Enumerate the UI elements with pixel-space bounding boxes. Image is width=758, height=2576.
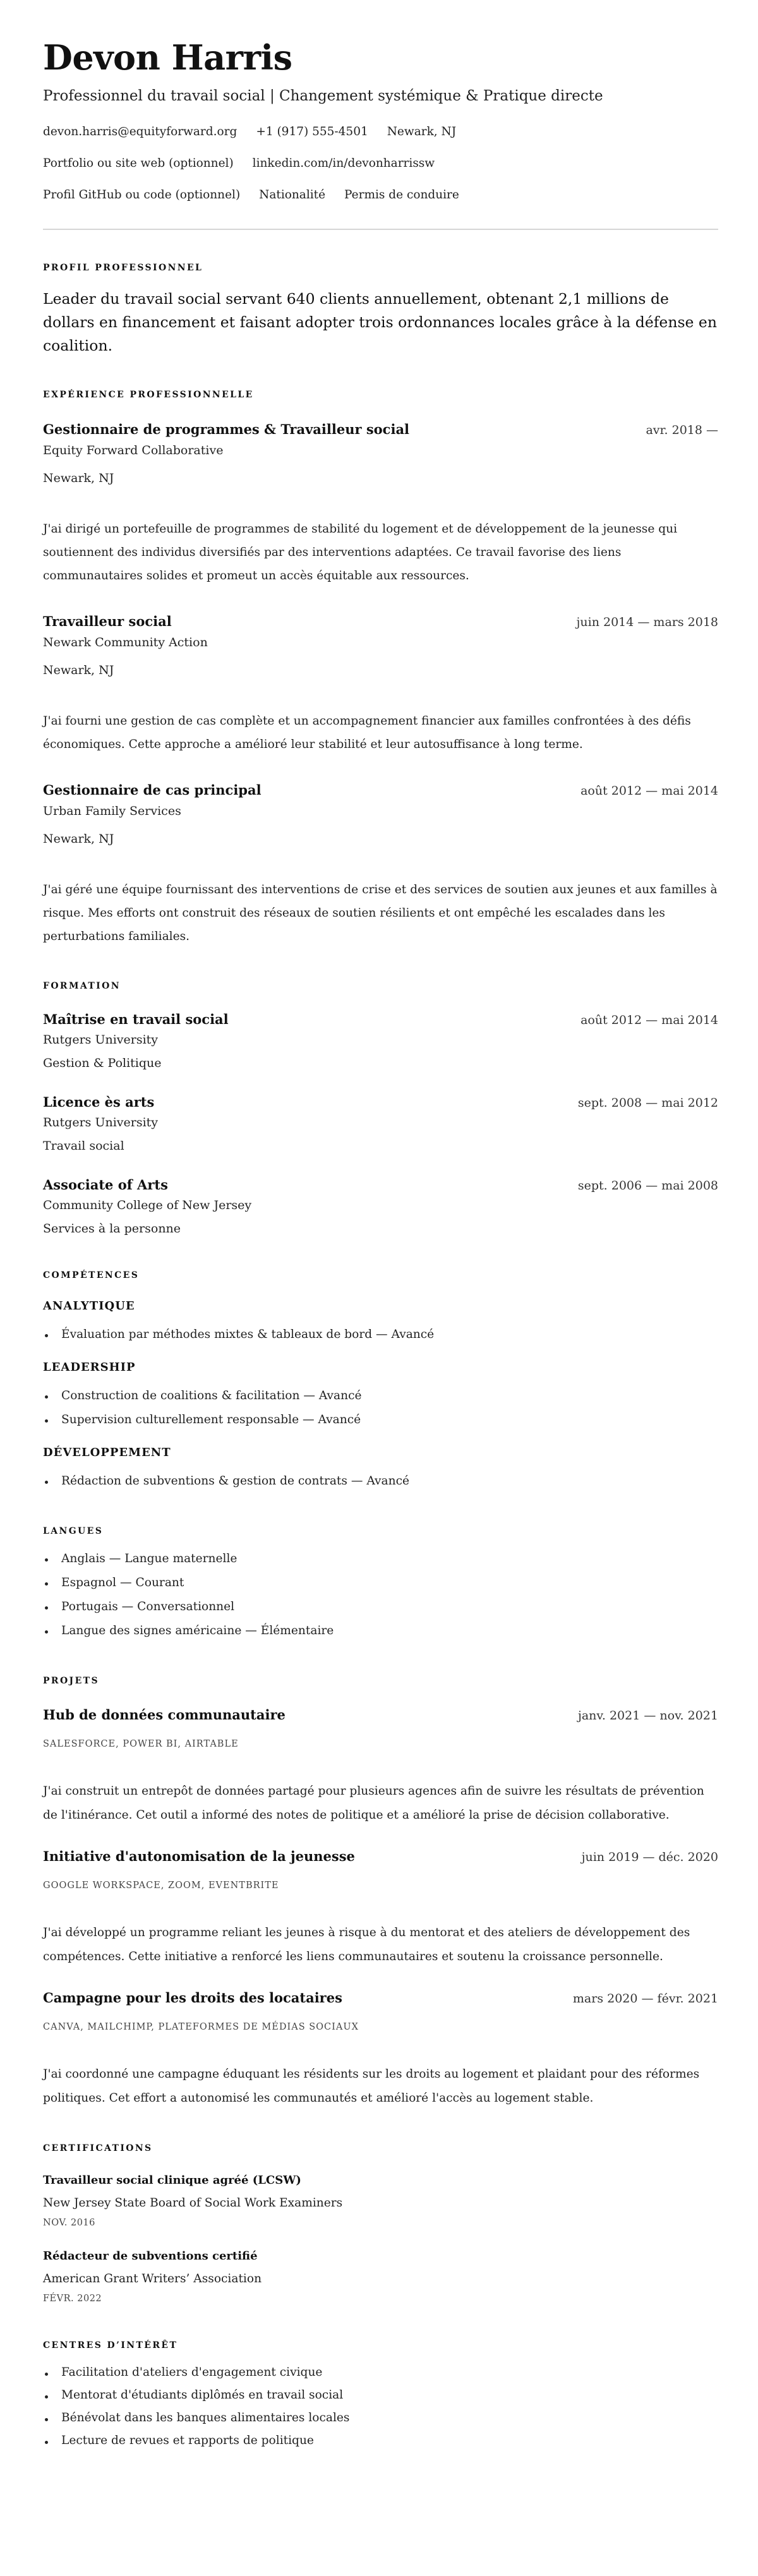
education-section [43,980,718,1237]
linkedin-link[interactable]: linkedin.com/in/devonharrissw [252,157,435,170]
github-link[interactable]: Profil GitHub ou code (optionnel) [43,188,241,202]
skills-section [43,1269,718,1493]
project-description: J'ai développé un programme reliant les jeunes à risque à du mentorat et des ateliers de développement des compétences. Cette initiative a renforcé les liens communautaires et soutenu la croissance personnelle. [43,1926,690,1963]
project-tech: SALESFORCE, POWER BI, AIRTABLE [43,1739,239,1749]
skill-item: Supervision culturellement responsable — Avancé [43,1408,718,1432]
resume-header [43,38,718,211]
project-tech: GOOGLE WORKSPACE, ZOOM, EVENTBRITE [43,1881,279,1891]
job-dates: août 2012 — mai 2014 [581,784,718,798]
summary-text: Leader du travail social servant 640 clients annuellement, obtenant 2,1 millions de dollars en financement et faisant adopter trois ordonnances locales grâce à la défense en coalition. [43,290,717,354]
summary-section [43,262,718,358]
skill-list [43,1323,718,1347]
skill-item: Construction de coalitions & facilitation — Avancé [43,1384,718,1408]
skill-list [43,1384,718,1432]
project-title: Campagne pour les droits des locataires [43,1990,342,2006]
skill-item: Rédaction de subventions & gestion de contrats — Avancé [43,1469,718,1493]
job-location: Newark, NJ [43,832,114,846]
header-divider [43,229,718,230]
certification-name: Travailleur social clinique agréé (LCSW) [43,2174,301,2187]
contact-info [43,116,718,211]
degree: Associate of Arts [43,1177,168,1193]
job-title: Gestionnaire de programmes & Travailleur social [43,421,410,437]
certification-date: FÉVR. 2022 [43,2294,102,2304]
job-title: Gestionnaire de cas principal [43,782,262,798]
contact-row [43,179,718,211]
nationality: Nationalité [259,188,326,202]
job-title: Travailleur social [43,613,172,629]
job-location: Newark, NJ [43,663,114,677]
portfolio-link[interactable]: Portfolio ou site web (optionnel) [43,157,234,170]
job-location: Newark, NJ [43,471,114,485]
education-dates: sept. 2006 — mai 2008 [577,1179,718,1193]
project-dates: juin 2019 — déc. 2020 [581,1850,718,1864]
project-dates: mars 2020 — févr. 2021 [572,1992,718,2006]
section-heading: EXPÉRIENCE PROFESSIONNELLE [43,390,254,400]
skill-category: LEADERSHIP [43,1361,136,1374]
location: Newark, NJ [387,125,457,138]
contact-row [43,116,718,148]
skill-category: ANALYTIQUE [43,1299,135,1313]
education-entry [43,1093,718,1155]
job-dates: avr. 2018 — [646,423,718,437]
skill-category: DÉVELOPPEMENT [43,1446,171,1459]
education-entry [43,1176,718,1237]
section-heading: CENTRES D’INTÉRÊT [43,2340,178,2350]
certification-date: NOV. 2016 [43,2218,95,2228]
language-item: Espagnol — Courant [43,1571,718,1595]
projects-section [43,1675,718,2110]
job-entry [43,781,718,948]
certification-entry [43,2172,718,2229]
phone: +1 (917) 555-4501 [256,125,368,138]
certification-issuer: American Grant Writers’ Association [43,2272,262,2285]
project-entry [43,1847,718,1969]
degree: Maîtrise en travail social [43,1011,229,1027]
contact-row [43,148,718,179]
employer: Newark Community Action [43,635,208,649]
skill-item: Évaluation par méthodes mixtes & tableaux de bord — Avancé [43,1323,718,1347]
school: Community College of New Jersey [43,1198,252,1212]
school: Rutgers University [43,1116,159,1129]
certification-name: Rédacteur de subventions certifié [43,2249,258,2263]
interest-item: Bénévolat dans les banques alimentaires locales [43,2407,718,2429]
headline: Professionnel du travail social | Changement systémique & Pratique directe [43,88,603,104]
section-heading: PROFIL PROFESSIONNEL [43,263,203,273]
project-tech: CANVA, MAILCHIMP, PLATEFORMES DE MÉDIAS SOCIAUX [43,2022,359,2032]
degree: Licence ès arts [43,1094,155,1110]
project-title: Initiative d'autonomisation de la jeunesse [43,1848,355,1864]
project-entry [43,1706,718,1827]
email-link[interactable]: devon.harris@equityforward.org [43,125,238,138]
field-of-study: Services à la personne [43,1222,181,1236]
education-entry [43,1010,718,1072]
project-title: Hub de données communautaire [43,1707,286,1723]
job-dates: juin 2014 — mars 2018 [576,615,718,629]
interest-item: Lecture de revues et rapports de politique [43,2429,718,2452]
language-item: Langue des signes américaine — Élémentaire [43,1619,718,1643]
job-description: J'ai géré une équipe fournissant des interventions de crise et des services de soutien aux jeunes et aux familles à risque. Mes efforts ont construit des réseaux de soutien résilients et ont empêché les escalades dans les perturbations familiales. [43,883,718,943]
project-description: J'ai coordonné une campagne éduquant les résidents sur les droits au logement et plaidant pour des réformes politiques. Cet effort a autonomisé les communautés et amélioré l'accès au logement stable. [43,2067,700,2105]
project-description: J'ai construit un entrepôt de données partagé pour plusieurs agences afin de suivre les résultats de prévention de l'itinérance. Cet outil a informé des notes de politique et a amélioré la prise de décision collaborative. [43,1785,704,1822]
job-entry [43,612,718,756]
language-list [43,1547,718,1643]
school: Rutgers University [43,1033,159,1047]
section-heading: COMPÉTENCES [43,1270,140,1280]
experience-section [43,388,718,948]
section-heading: FORMATION [43,981,121,991]
employer: Urban Family Services [43,804,181,818]
field-of-study: Gestion & Politique [43,1056,162,1070]
languages-section [43,1525,718,1643]
section-heading: CERTIFICATIONS [43,2143,153,2153]
education-dates: août 2012 — mai 2014 [581,1013,718,1027]
certification-entry [43,2248,718,2305]
interest-item: Facilitation d'ateliers d'engagement civique [43,2361,718,2384]
language-item: Portugais — Conversationnel [43,1595,718,1619]
job-description: J'ai fourni une gestion de cas complète et un accompagnement financier aux familles confrontées à des défis économiques. Cette approche a amélioré leur stabilité et leur autosuffisance à long terme. [43,714,691,751]
interest-list [43,2361,718,2452]
field-of-study: Travail social [43,1139,124,1153]
certifications-section [43,2142,718,2305]
skill-list [43,1469,718,1493]
interest-item: Mentorat d'étudiants diplômés en travail social [43,2384,718,2407]
drivers-license: Permis de conduire [344,188,459,202]
candidate-name: Devon Harris [43,37,292,78]
project-dates: janv. 2021 — nov. 2021 [577,1709,718,1723]
job-description: J'ai dirigé un portefeuille de programmes de stabilité du logement et de développement de la jeunesse qui soutiennent des individus diversifiés par des interventions adaptées. Ce travail favorise des liens communautaires solides et promeut un accès équitable aux ressources. [43,522,678,582]
interests-section [43,2339,718,2452]
employer: Equity Forward Collaborative [43,443,224,457]
section-heading: LANGUES [43,1526,104,1536]
education-dates: sept. 2008 — mai 2012 [577,1096,718,1110]
language-item: Anglais — Langue maternelle [43,1547,718,1571]
job-entry [43,420,718,587]
certification-issuer: New Jersey State Board of Social Work Examiners [43,2196,343,2210]
project-entry [43,1989,718,2110]
section-heading: PROJETS [43,1676,99,1686]
